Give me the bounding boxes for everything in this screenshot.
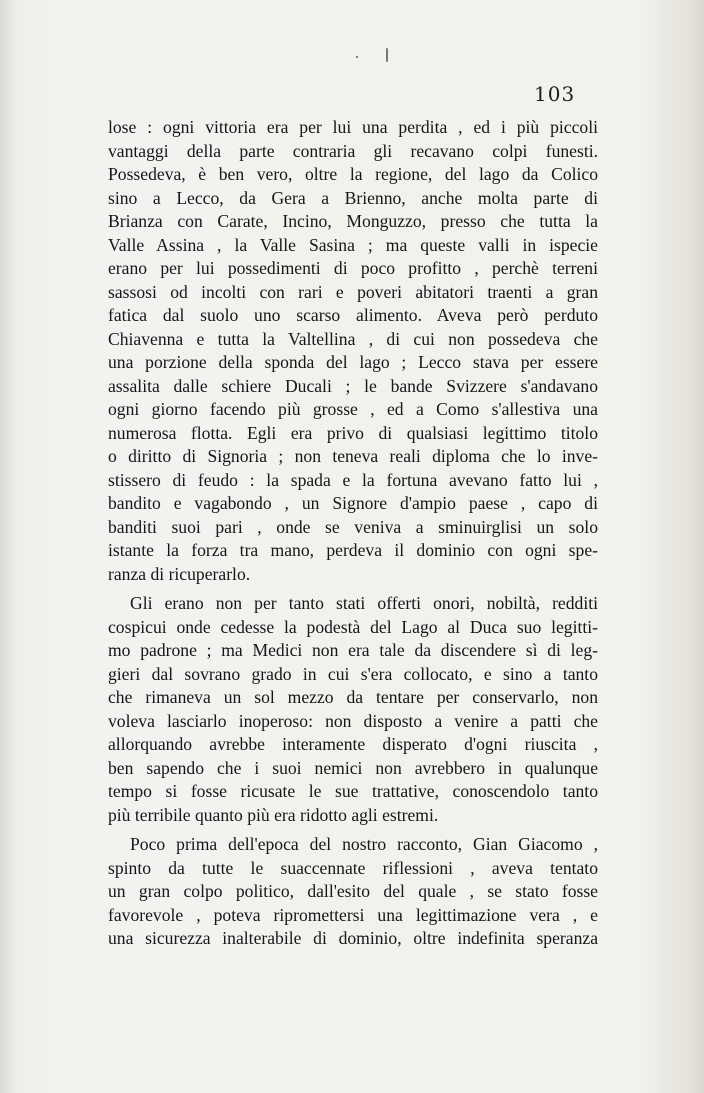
text-line: un gran colpo politico, dall'esito del quale , se stato fosse [108, 881, 598, 901]
text-line: cospicui onde cedesse la podestà del Lago al Duca suo legitti- [108, 616, 598, 637]
text-line: bandito e vagabondo , un Signore d'ampio paese , capo di [108, 493, 598, 513]
text-line: Gli erano non per tanto stati offerti onori, nobiltà, redditi [130, 593, 598, 613]
text-line: vantaggi della parte contraria gli recavano colpi funesti. [108, 140, 598, 161]
text-line: erano per lui possedimenti di poco profitto , perchè terreni [108, 258, 598, 278]
text-line: fatica dal suolo uno scarso alimento. Aveva però perduto [108, 305, 598, 325]
text-line: ranza di ricuperarlo. [108, 563, 251, 584]
text-line: Valle Assina , la Valle Sasina ; ma queste valli in ispecie [108, 234, 598, 255]
text-line: gieri dal sovrano grado in cui s'era collocato, e sino a tanto [108, 663, 598, 684]
text-line: Chiavenna e tutta la Valtellina , di cui non possedeva che [108, 328, 598, 349]
text-line: più terribile quanto più era ridotto agli estremi. [108, 804, 439, 825]
text-line: assalita dalle schiere Ducali ; le bande Svizzere s'andavano [108, 375, 598, 396]
ink-speck [386, 48, 388, 62]
text-line: Poco prima dell'epoca del nostro racconto, Gian Giacomo , [130, 834, 598, 854]
text-line: allorquando avrebbe interamente disperato d'ogni riuscita , [108, 734, 598, 754]
text-line: favorevole , poteva ripromettersi una legittimazione vera , e [108, 904, 598, 925]
text-line: spinto da tutte le suaccennate riflessioni , aveva tentato [108, 857, 598, 878]
paragraph [108, 833, 598, 951]
text-line: sino a Lecco, da Gera a Brienno, anche molta parte di [108, 187, 598, 208]
text-line: sassosi od incolti con rari e poveri abitatori traenti a gran [108, 281, 598, 302]
text-line: o diritto di Signoria ; non teneva reali diploma che lo inve- [108, 446, 598, 466]
text-line: banditi suoi pari , onde se veniva a sminuirglisi un solo [108, 516, 598, 537]
text-line: stissero di feudo : la spada e la fortuna avevano fatto lui , [108, 469, 598, 490]
text-line: mo padrone ; ma Medici non era tale da discendere sì di leg- [108, 640, 598, 660]
text-line: che rimaneva un sol mezzo da tentare per conservarlo, non [108, 687, 598, 707]
text-line: lose : ogni vittoria era per lui una perdita , ed i più piccoli [108, 117, 598, 137]
text-line: istante la forza tra mano, perdeva il dominio con ogni spe- [108, 540, 598, 560]
text-line: Possedeva, è ben vero, oltre la regione, del lago da Colico [108, 164, 598, 184]
text-line: una porzione della sponda del lago ; Lecco stava per essere [108, 352, 598, 372]
body-text [108, 116, 598, 951]
text-line: numerosa flotta. Egli era privo di qualsiasi legittimo titolo [108, 422, 598, 443]
text-line: voleva lasciarlo inoperoso: non disposto a venire a patti che [108, 710, 598, 731]
paragraph [108, 116, 598, 586]
text-line: tempo si fosse ricusate le sue trattative, conoscendolo tanto [108, 781, 598, 801]
text-line: una sicurezza inalterabile di dominio, oltre indefinita speranza [108, 928, 598, 948]
text-line: Brianza con Carate, Incino, Monguzzo, presso che tutta la [108, 211, 598, 231]
text-line: ben sapendo che i suoi nemici non avrebbero in qualunque [108, 757, 598, 778]
ink-speck [356, 56, 358, 58]
page-number: 103 [534, 82, 576, 106]
text-line: ogni giorno facendo più grosse , ed a Como s'allestiva una [108, 399, 598, 419]
paragraph [108, 592, 598, 827]
